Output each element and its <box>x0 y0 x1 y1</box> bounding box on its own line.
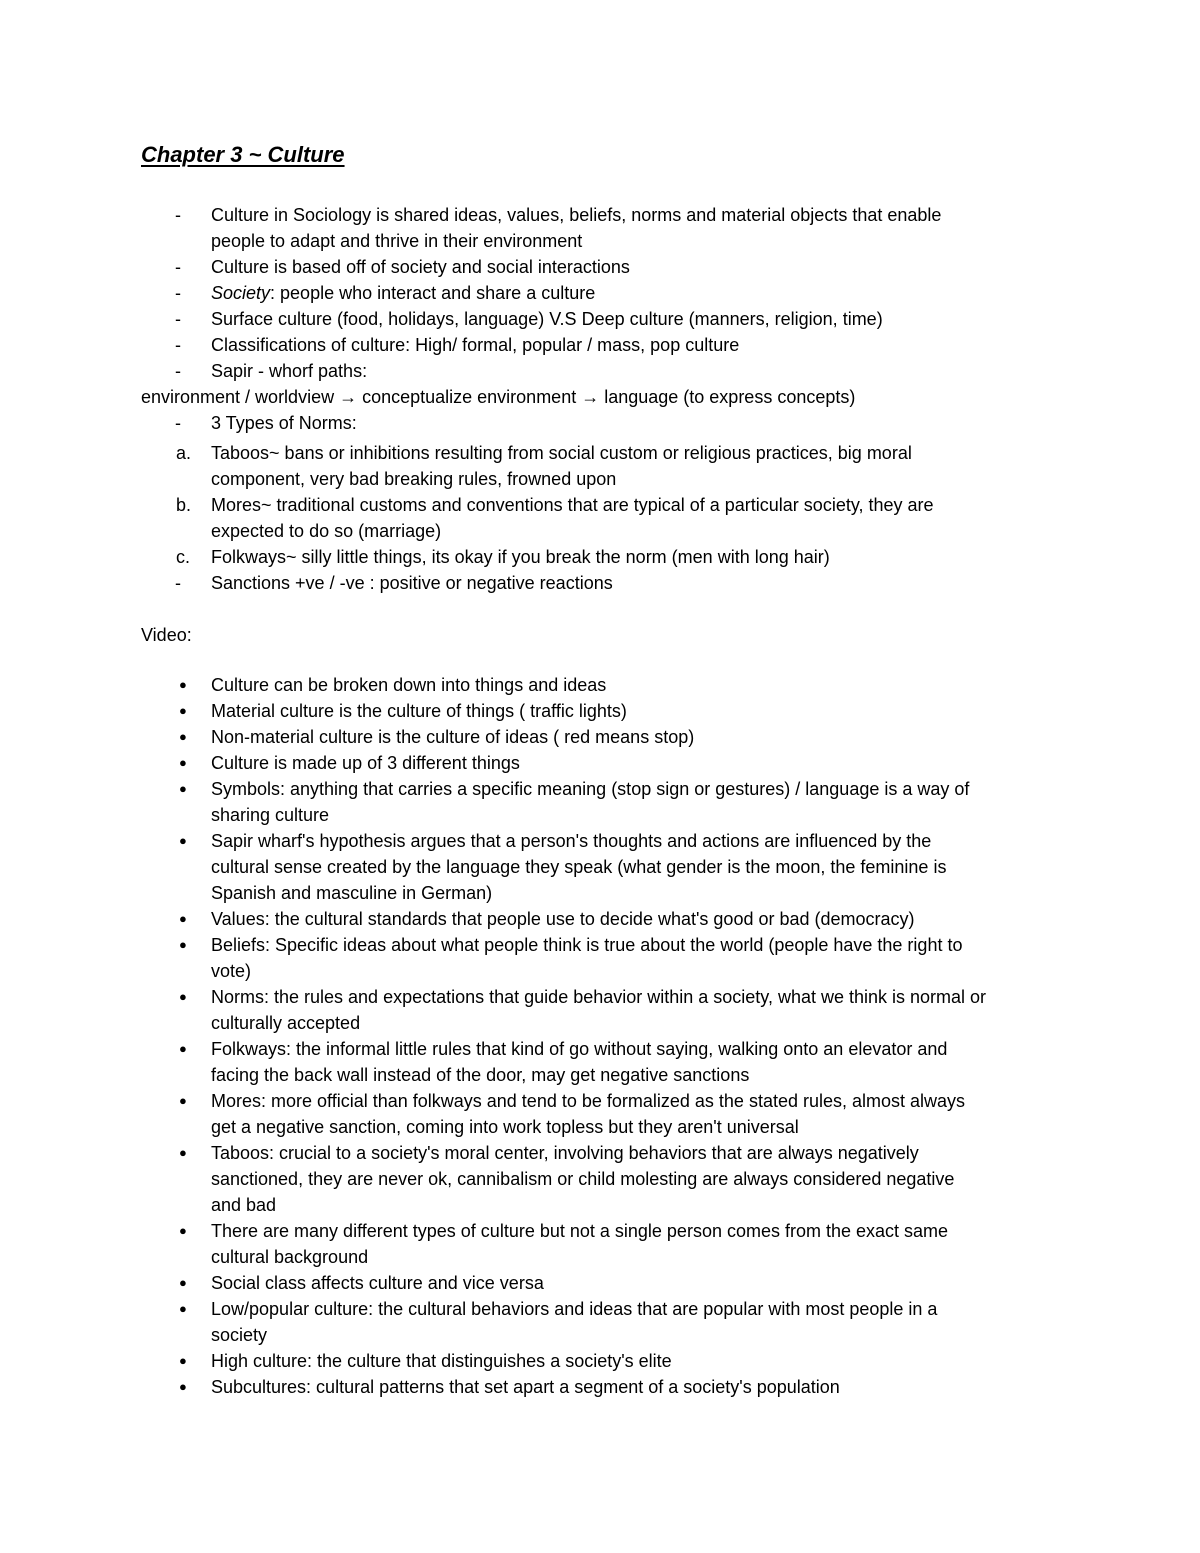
notes-list-item <box>0 280 1200 306</box>
notes-list-item <box>0 358 1200 384</box>
list-marker: a. <box>176 443 192 463</box>
list-item-text: Taboos~ bans or inhibitions resulting from social custom or religious practices, big moral component, very bad breaking rules, frowned upon <box>211 443 912 489</box>
video-bullet-item <box>0 984 1200 1036</box>
video-bullet-item <box>0 1140 1200 1218</box>
video-bullet-item <box>0 932 1200 984</box>
video-bullet-item <box>0 1374 1200 1400</box>
list-item-text: Sanctions +ve / -ve : positive or negative reactions <box>211 573 613 593</box>
sapir-whorf-path-line: environment / worldview → conceptualize environment → language (to express concepts) <box>141 387 856 407</box>
list-item-text: Mores~ traditional customs and conventions that are typical of a particular society, they are expected to do so (marriage) <box>211 495 934 541</box>
list-marker: - <box>175 283 181 303</box>
list-item-text: Society: people who interact and share a culture <box>211 283 596 303</box>
defined-term: Society <box>211 283 271 303</box>
list-item-text: Mores: more official than folkways and tend to be formalized as the stated rules, almost always get a negative sanction, coming into work topless but they aren't universal <box>211 1091 966 1137</box>
list-item-text: Culture in Sociology is shared ideas, values, beliefs, norms and material objects that enable people to adapt and thrive in their environment <box>211 205 942 251</box>
notes-list-item <box>0 492 1200 544</box>
list-item-text: Culture is made up of 3 different things <box>211 753 520 773</box>
bullet-icon: ● <box>179 1145 187 1160</box>
video-bullet-item <box>0 1296 1200 1348</box>
video-bullet-item <box>0 776 1200 828</box>
bullet-icon: ● <box>179 1223 187 1238</box>
bullet-icon: ● <box>179 1353 187 1368</box>
bullet-icon: ● <box>179 937 187 952</box>
bullet-icon: ● <box>179 833 187 848</box>
notes-list-item <box>0 254 1200 280</box>
list-item-text: Non-material culture is the culture of ideas ( red means stop) <box>211 727 695 747</box>
notes-list-item <box>0 544 1200 570</box>
list-item-text: Culture can be broken down into things and ideas <box>211 675 607 695</box>
list-item-text: Social class affects culture and vice versa <box>211 1273 544 1293</box>
bullet-icon: ● <box>179 755 187 770</box>
bullet-icon: ● <box>179 989 187 1004</box>
video-bullet-item <box>0 698 1200 724</box>
bullet-icon: ● <box>179 1041 187 1056</box>
video-label: Video: <box>141 625 192 645</box>
bullet-icon: ● <box>179 729 187 744</box>
video-bullet-item <box>0 724 1200 750</box>
notes-list-item <box>0 440 1200 492</box>
list-item-text: Low/popular culture: the cultural behaviors and ideas that are popular with most people in a society <box>211 1299 938 1345</box>
list-marker: - <box>175 257 181 277</box>
list-item-text: Beliefs: Specific ideas about what people think is true about the world (people have the right to vote) <box>211 935 963 981</box>
bullet-icon: ● <box>179 1093 187 1108</box>
video-bullet-item <box>0 1036 1200 1088</box>
list-item-text: Subcultures: cultural patterns that set apart a segment of a society's population <box>211 1377 840 1397</box>
list-item-text: Taboos: crucial to a society's moral center, involving behaviors that are always negatively sanctioned, they are never ok, cannibalism or child molesting are always considered negative and bad <box>211 1143 955 1215</box>
notes-list-item <box>0 202 1200 254</box>
list-marker: - <box>175 361 181 381</box>
list-item-text: Values: the cultural standards that people use to decide what's good or bad (democracy) <box>211 909 915 929</box>
list-item-text: Symbols: anything that carries a specific meaning (stop sign or gestures) / language is a way of sharing culture <box>211 779 970 825</box>
video-bullet-item <box>0 1218 1200 1270</box>
list-marker: - <box>175 205 181 225</box>
list-item-text: Folkways: the informal little rules that kind of go without saying, walking onto an elevator and facing the back wall instead of the door, may get negative sanctions <box>211 1039 948 1085</box>
list-marker: b. <box>176 495 192 515</box>
notes-list-item <box>0 410 1200 436</box>
list-marker: - <box>175 573 181 593</box>
video-bullet-item <box>0 1348 1200 1374</box>
notes-list-item <box>0 332 1200 358</box>
list-marker: - <box>175 335 181 355</box>
list-item-text: Folkways~ silly little things, its okay if you break the norm (men with long hair) <box>211 547 830 567</box>
bullet-icon: ● <box>179 781 187 796</box>
list-item-text: There are many different types of culture but not a single person comes from the exact same cultural background <box>211 1221 949 1267</box>
video-bullet-item <box>0 1270 1200 1296</box>
bullet-icon: ● <box>179 1275 187 1290</box>
notes-list-item <box>0 570 1200 596</box>
bullet-icon: ● <box>179 911 187 926</box>
list-item-text: Sapir - whorf paths: <box>211 361 368 381</box>
bullet-icon: ● <box>179 703 187 718</box>
video-bullet-item <box>0 672 1200 698</box>
bullet-icon: ● <box>179 1301 187 1316</box>
page-title: Chapter 3 ~ Culture <box>141 142 345 167</box>
list-item-text: 3 Types of Norms: <box>211 413 357 433</box>
list-item-text: Classifications of culture: High/ formal, popular / mass, pop culture <box>211 335 740 355</box>
notes-list-item <box>0 306 1200 332</box>
list-item-text: Surface culture (food, holidays, language) V.S Deep culture (manners, religion, time) <box>211 309 883 329</box>
list-item-text: Norms: the rules and expectations that guide behavior within a society, what we think is normal or culturally accepted <box>211 987 987 1033</box>
video-bullet-item <box>0 750 1200 776</box>
list-item-text: Sapir wharf's hypothesis argues that a person's thoughts and actions are influenced by the cultural sense created by the language they speak (what gender is the moon, the feminine is Spanish and masculine in German) <box>211 831 947 903</box>
video-bullet-item <box>0 1088 1200 1140</box>
list-marker: - <box>175 413 181 433</box>
bullet-icon: ● <box>179 1379 187 1394</box>
video-bullet-item <box>0 828 1200 906</box>
video-bullet-item <box>0 906 1200 932</box>
bullet-icon: ● <box>179 677 187 692</box>
list-item-text: Culture is based off of society and social interactions <box>211 257 630 277</box>
list-marker: c. <box>176 547 191 567</box>
list-item-text: High culture: the culture that distinguishes a society's elite <box>211 1351 672 1371</box>
list-item-text: Material culture is the culture of things ( traffic lights) <box>211 701 627 721</box>
list-marker: - <box>175 309 181 329</box>
